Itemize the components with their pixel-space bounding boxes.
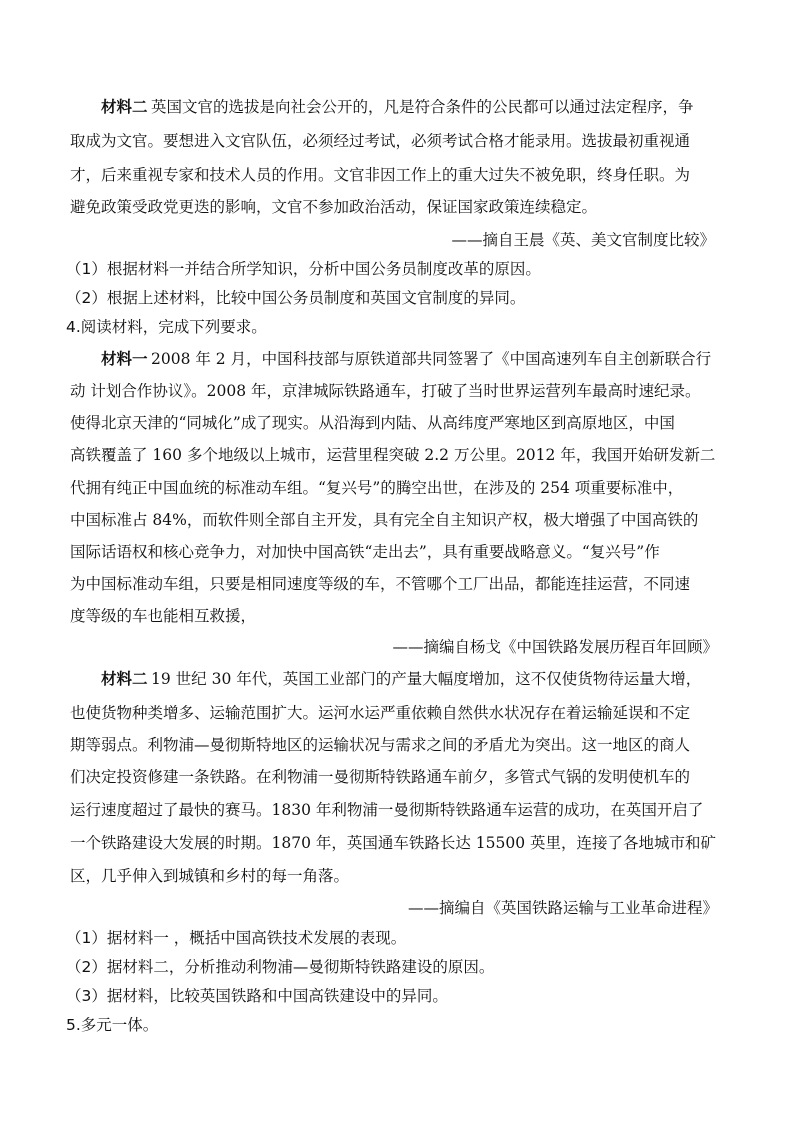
material-text-line: 运行速度超过了最快的赛马。1830 年利物浦一曼彻斯特铁路通车运营的成功，在英国开启了 xyxy=(70,801,704,819)
material-text-line: 19 世纪 30 年代，英国工业部门的产量大幅度增加，这不仅使货物待运量大增， xyxy=(151,670,702,688)
question-item: （2）据材料二，分析推动利物浦—曼彻斯特铁路建设的原因。 xyxy=(66,958,495,976)
source-citation: ——摘自王晨《英、美文官制度比较》 xyxy=(451,231,715,249)
material-text-line: 国际话语权和核心竞争力，对加快中国高铁“走出去”，具有重要战略意义。“复兴号”作 xyxy=(70,543,660,561)
material-label: 材料一 xyxy=(101,349,148,368)
material-text-line: 高铁覆盖了 160 多个地级以上城市，运营里程突破 2.2 万公里。2012 年，我国开始研发新二 xyxy=(70,446,716,464)
material-text-line: 代拥有纯正中国血统的标准动车组。“复兴号”的腾空出世，在涉及的 254 项重要标准中， xyxy=(70,479,684,497)
question-item: （1）根据材料一并结合所学知识，分析中国公务员制度改革的原因。 xyxy=(66,260,541,278)
source-citation: ——摘编自《英国铁路运输与工业革命进程》 xyxy=(407,899,718,917)
question-heading: 5.多元一体。 xyxy=(66,1016,159,1034)
source-citation: ——摘编自杨戈《中国铁路发展历程百年回顾》 xyxy=(392,638,718,656)
material-text-line: 取成为文官。要想进入文官队伍，必须经过考试，必须考试合格才能录用。选拔最初重视通 xyxy=(70,132,691,150)
material-text-line: 才，后来重视专家和技术人员的作用。文官非因工作上的重大过失不被免职，终身任职。为 xyxy=(70,166,691,184)
material-text-line: 中国标准占 84%，而软件则全部自主开发，具有完全自主知识产权，极大增强了中国高铁的 xyxy=(70,511,699,529)
material-text-line: 期等弱点。利物浦—曼彻斯特地区的运输状况与需求之间的矛盾尤为突出。这一地区的商人 xyxy=(70,736,691,754)
question-heading: 4.阅读材料，完成下列要求。 xyxy=(66,318,267,336)
material-text-line: 为中国标准动车组，只要是相同速度等级的车，不管哪个工厂出品，都能连挂运营，不同速 xyxy=(70,575,691,593)
material-text-line: 避免政策受政党更迭的影响，文官不参加政治活动，保证国家政策连续稳定。 xyxy=(70,198,598,216)
material-text-line: 们决定投资修建一条铁路。在利物浦一曼彻斯特铁路通车前夕，多管式气锅的发明使机车的 xyxy=(70,768,691,786)
material-text-line: 使得北京天津的“同城化”成了现实。从沿海到内陆、从高纬度严寒地区到高原地区，中国 xyxy=(70,414,675,432)
material-text-line: 区，几乎伸入到城镇和乡村的每一角落。 xyxy=(70,867,350,885)
material-text-line: 动 计划合作协议》。2008 年，京津城际铁路通车，打破了当时世界运营列车最高时速纪录。 xyxy=(70,382,701,400)
material-label: 材料二 xyxy=(101,669,148,688)
material-text-line: 度等级的车也能相互救援， xyxy=(70,607,257,625)
material-label: 材料二 xyxy=(101,97,148,116)
material-text-line: 英国文官的选拔是向社会公开的，凡是符合条件的公民都可以通过法定程序，争 xyxy=(151,98,694,116)
material-text-line: 一个铁路建设大发展的时期。1870 年，英国通车铁路长达 15500 英里，连接了各地城市和矿 xyxy=(70,834,717,852)
question-item: （1）据材料一 ，概括中国高铁技术发展的表现。 xyxy=(66,929,407,947)
question-item: （2）根据上述材料，比较中国公务员制度和英国文官制度的异同。 xyxy=(66,289,526,307)
material-text-line: 2008 年 2 月，中国科技部与原铁道部共同签署了《中国高速列车自主创新联合行 xyxy=(151,350,712,368)
question-item: （3）据材料，比较英国铁路和中国高铁建设中的异同。 xyxy=(66,987,448,1005)
material-text-line: 也使货物种类增多、运输范围扩大。运河水运严重依赖自然供水状况存在着运输延误和不定 xyxy=(70,704,691,722)
